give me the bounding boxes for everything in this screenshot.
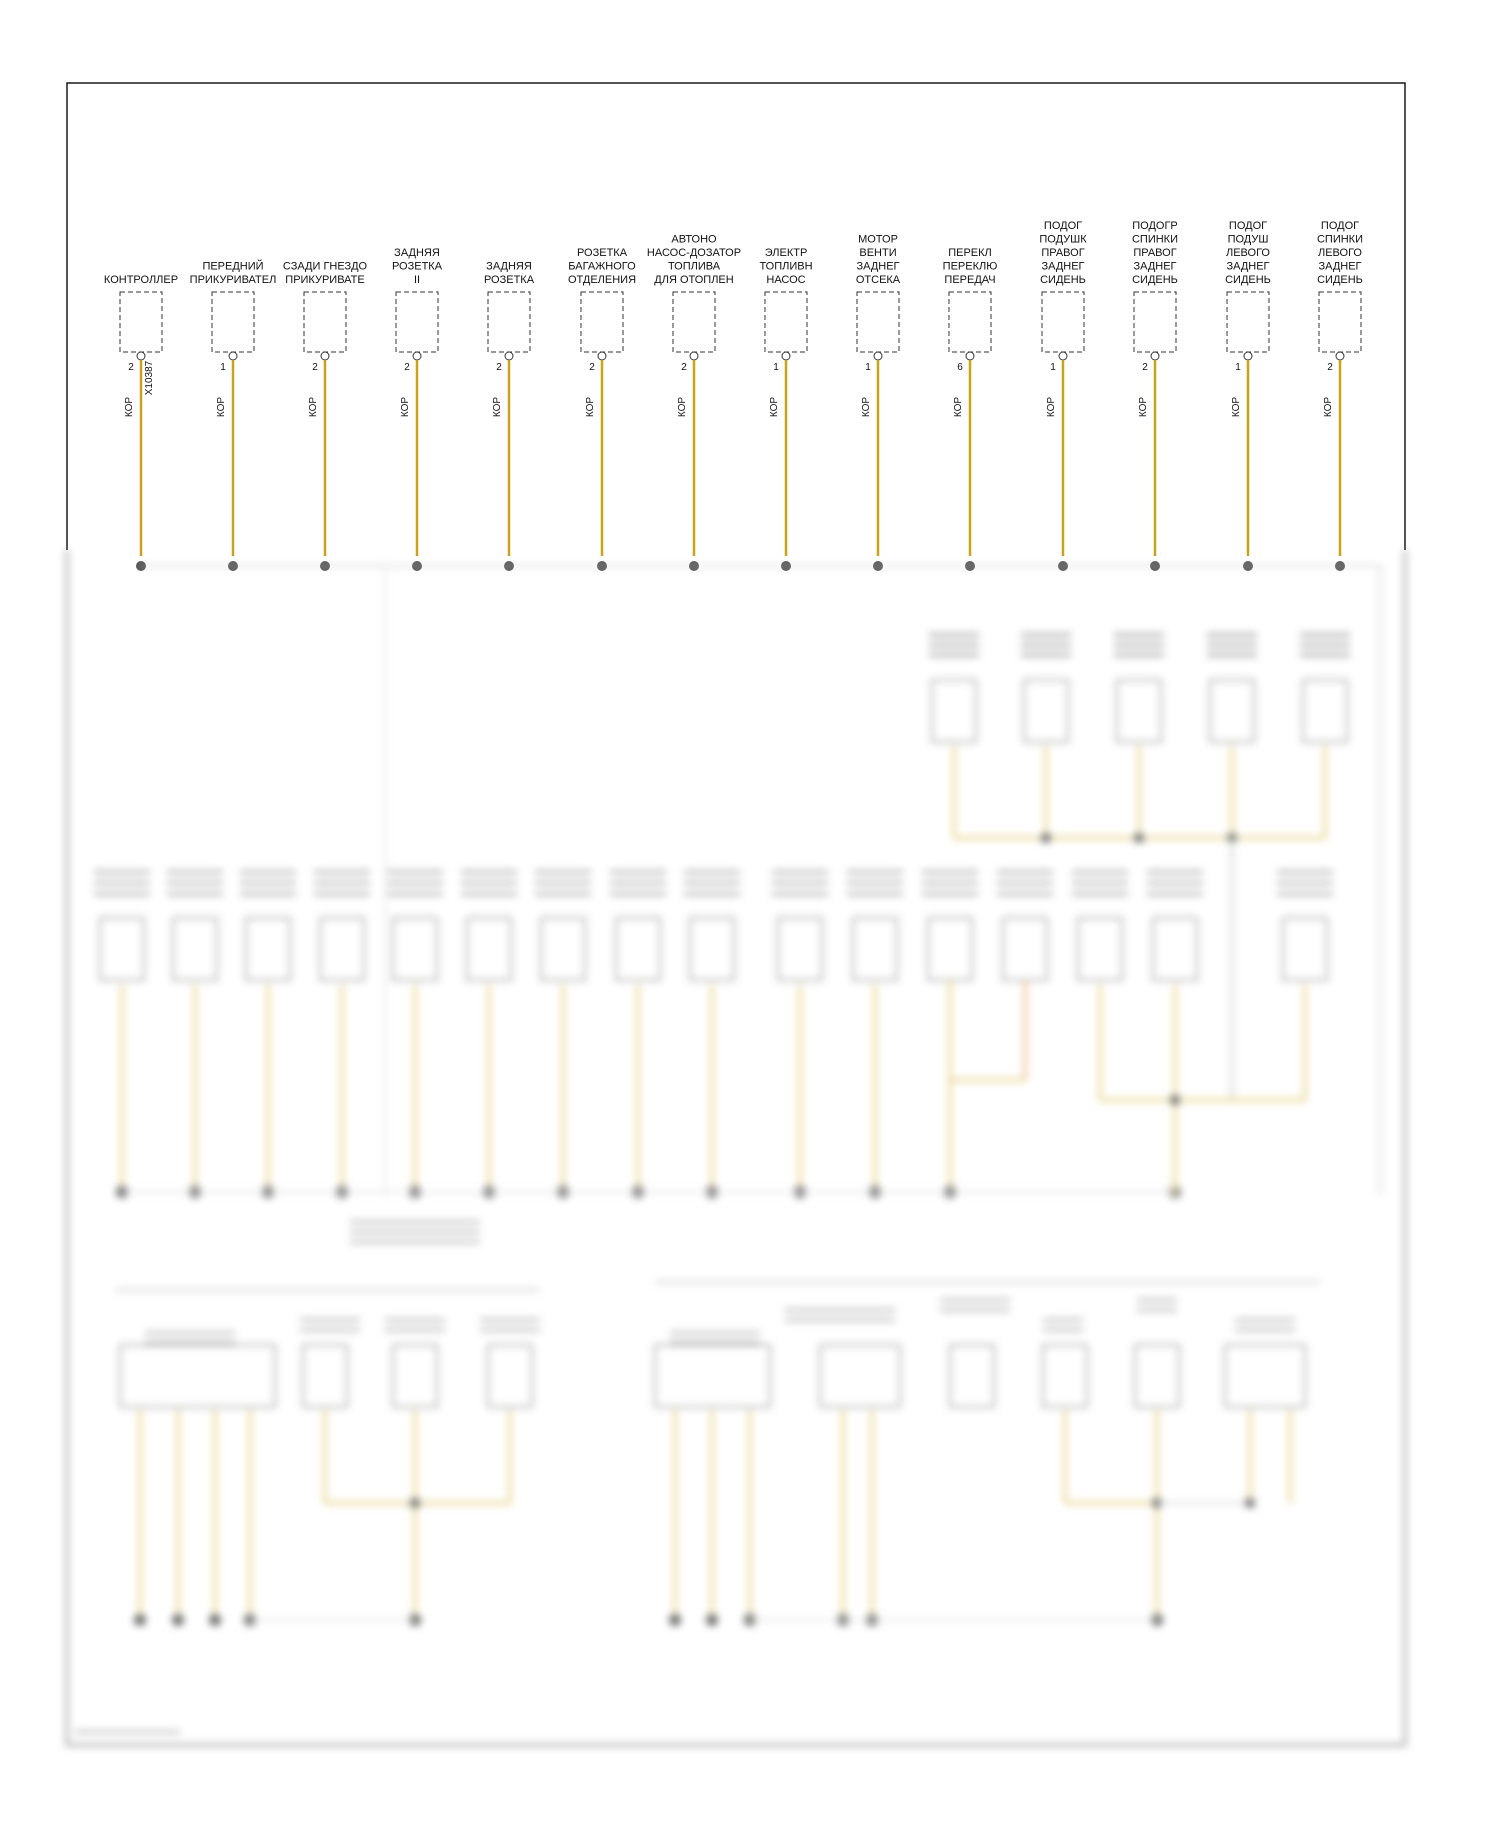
component-box: [120, 292, 162, 352]
component-label: СЗАДИ ГНЕЗДО: [282, 260, 368, 273]
connector-pin: [1336, 352, 1344, 360]
component-box: [1319, 292, 1361, 352]
component-label: ВЕНТИ: [859, 247, 897, 259]
component-box: [396, 292, 438, 352]
connector-pin: [874, 352, 882, 360]
component-7: [647, 234, 741, 572]
component-label: СИДЕНЬ: [1225, 274, 1271, 286]
connector-pin: [1244, 352, 1252, 360]
component-box: [1227, 292, 1269, 352]
wire-color-label: КОР: [953, 396, 964, 418]
connector-pin: [1059, 352, 1067, 360]
wire-color-label: КОР: [1046, 396, 1057, 418]
wire-color-label: КОР: [492, 396, 503, 418]
component-label: ЗАДНЕГ: [1041, 260, 1085, 273]
component-label: ПРИКУРИВАТЕ: [285, 274, 365, 286]
pin-number: 2: [681, 362, 687, 373]
component-label: НАСОС: [766, 274, 806, 286]
component-label: ПЕРЕКЛЮ: [942, 260, 998, 273]
component-label: СПИНКИ: [1316, 233, 1364, 246]
component-label: ЗАДНЯЯ: [486, 260, 532, 273]
ground-distribution-section: [67, 550, 1405, 1745]
component-label: ЗАДНЕГ: [856, 260, 900, 273]
component-label: СИДЕНЬ: [1317, 274, 1363, 286]
connector-pin: [966, 352, 974, 360]
component-label: ТОПЛИВН: [759, 260, 813, 273]
wire-color-label: КОР: [585, 396, 596, 418]
component-label: ДЛЯ ОТОПЛЕН: [654, 274, 734, 286]
component-box: [212, 292, 254, 352]
component-label: ЗАДНЕГ: [1133, 260, 1177, 273]
wire-color-label: КОР: [308, 396, 319, 418]
component-box: [1134, 292, 1176, 352]
component-label: ОТДЕЛЕНИЯ: [567, 274, 637, 286]
connector-pin: [137, 352, 145, 360]
wire-color-label: КОР: [861, 396, 872, 418]
component-label: ПОДУШ: [1227, 233, 1269, 246]
component-label: АВТОНО: [671, 233, 717, 246]
pin-number: 2: [404, 362, 410, 373]
wire-color-label: КОР: [1323, 396, 1334, 418]
wire-color-label: КОР: [124, 396, 135, 418]
component-label: ПОДОГ: [1228, 220, 1268, 232]
component-14: [1317, 220, 1363, 571]
component-label: ПЕРЕДАЧ: [944, 274, 996, 286]
component-11: [1039, 220, 1087, 571]
component-8: [759, 247, 812, 571]
component-label: ЗАДНЕГ: [1226, 260, 1270, 273]
component-box: [581, 292, 623, 352]
pin-number: 2: [1142, 362, 1148, 373]
pin-number: 2: [312, 362, 318, 373]
component-label: ПОДОГ: [1320, 220, 1360, 232]
connector-pin: [321, 352, 329, 360]
pin-number: 2: [1327, 362, 1333, 373]
component-label: II: [413, 274, 421, 286]
component-label: ТОПЛИВА: [667, 260, 721, 273]
component-label: ОТСЕКА: [855, 274, 901, 286]
wire-color-label: КОР: [677, 396, 688, 418]
top-component-row: [104, 220, 1363, 571]
component-5: [484, 261, 535, 572]
component-4: [392, 247, 443, 571]
connector-pin: [1151, 352, 1159, 360]
component-box: [673, 292, 715, 352]
component-2: [190, 260, 277, 572]
component-12: [1132, 220, 1178, 571]
pin-number: 2: [496, 362, 502, 373]
component-3: [283, 261, 368, 572]
component-label: ПРАВОГ: [1133, 247, 1177, 259]
pin-number: 2: [128, 362, 134, 373]
component-box: [304, 292, 346, 352]
component-label: БАГАЖНОГО: [568, 260, 636, 273]
connector-pin: [690, 352, 698, 360]
component-box: [1042, 292, 1084, 352]
pin-number: 1: [773, 362, 779, 373]
component-label: ПРАВОГ: [1041, 247, 1085, 259]
wire-color-label: КОР: [216, 396, 227, 418]
connector-pin: [413, 352, 421, 360]
component-label: КОНТРОЛЛЕР: [103, 274, 179, 286]
component-label: ПЕРЕКЛ: [948, 247, 992, 259]
connector-label: X10387: [144, 360, 155, 396]
component-label: ЗАДНЯЯ: [394, 247, 440, 259]
component-label: СИДЕНЬ: [1132, 274, 1178, 286]
component-label: ПОДОГР: [1132, 220, 1178, 232]
connector-pin: [229, 352, 237, 360]
component-label: СПИНКИ: [1131, 233, 1179, 246]
component-label: ЭЛЕКТР: [764, 247, 808, 259]
component-label: РОЗЕТКА: [576, 247, 628, 259]
pin-number: 1: [1050, 362, 1056, 373]
component-label: ЛЕВОГО: [1318, 247, 1362, 259]
component-label: ЛЕВОГО: [1226, 247, 1270, 259]
component-label: ПОДУШК: [1039, 233, 1087, 246]
component-label: ПОДОГ: [1043, 220, 1083, 232]
diagram-frame-top: [67, 83, 1405, 550]
component-label: ПРИКУРИВАТЕЛ: [189, 274, 277, 286]
component-box: [765, 292, 807, 352]
component-1: [104, 274, 178, 571]
connector-pin: [782, 352, 790, 360]
pin-number: 1: [1235, 362, 1241, 373]
pin-number: 2: [589, 362, 595, 373]
component-13: [1225, 220, 1271, 571]
pin-number: 1: [865, 362, 871, 373]
component-box: [857, 292, 899, 352]
connector-pin: [505, 352, 513, 360]
component-10: [943, 247, 998, 571]
component-label: СИДЕНЬ: [1040, 274, 1086, 286]
wire-color-label: КОР: [1138, 396, 1149, 418]
wire-color-label: КОР: [769, 396, 780, 418]
component-label: НАСОС-ДОЗАТОР: [646, 247, 742, 259]
component-box: [949, 292, 991, 352]
connector-pin: [598, 352, 606, 360]
pin-number: 1: [220, 362, 226, 373]
component-label: ЗАДНЕГ: [1318, 260, 1362, 273]
component-box: [488, 292, 530, 352]
pin-number: 6: [957, 362, 963, 373]
component-label: РОЗЕТКА: [391, 260, 443, 273]
component-label: ПЕРЕДНИЙ: [202, 260, 264, 273]
wire-color-label: КОР: [1231, 396, 1242, 418]
wire-color-label: КОР: [400, 396, 411, 418]
component-label: МОТОР: [858, 233, 898, 246]
component-9: [856, 234, 901, 572]
component-label: РОЗЕТКА: [483, 274, 535, 286]
component-6: [568, 247, 636, 571]
